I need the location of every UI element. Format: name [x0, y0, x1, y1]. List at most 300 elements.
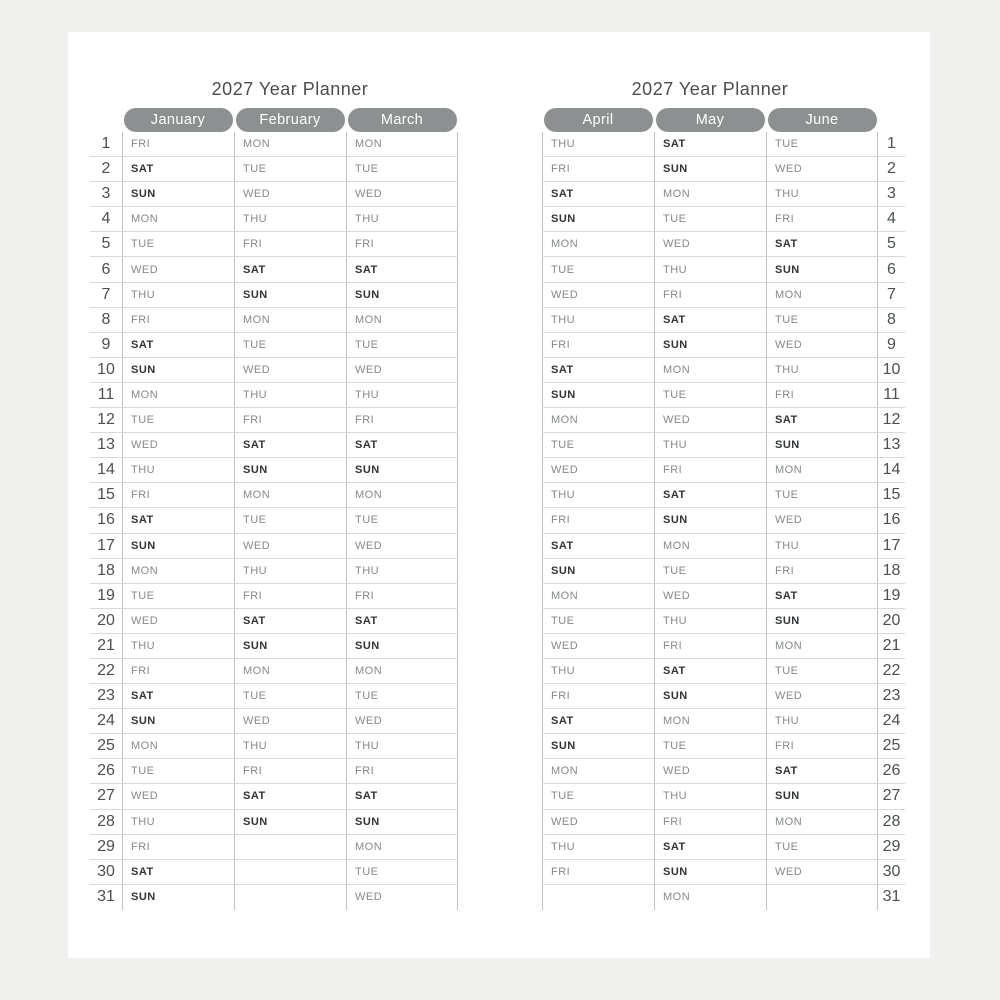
day-cell: SUN: [654, 508, 766, 532]
day-cell: WED: [346, 709, 458, 733]
day-cell: THU: [542, 483, 654, 507]
day-cell: FRI: [234, 408, 346, 432]
day-cell: MON: [766, 810, 878, 834]
day-cell: FRI: [346, 584, 458, 608]
day-cell: FRI: [654, 458, 766, 482]
day-cell: THU: [766, 358, 878, 382]
day-cell: MON: [346, 659, 458, 683]
planner-row: [90, 408, 458, 433]
day-cell: THU: [234, 734, 346, 758]
day-cell: TUE: [766, 132, 878, 156]
day-cell: WED: [766, 508, 878, 532]
day-cell: SUN: [234, 634, 346, 658]
day-cell: SAT: [122, 860, 234, 884]
day-cell: MON: [542, 759, 654, 783]
planner-row: [90, 283, 458, 308]
day-number: 25: [882, 737, 901, 755]
planner-row: [542, 860, 905, 885]
day-cell: FRI: [234, 759, 346, 783]
day-number: 11: [883, 385, 900, 403]
day-cell: MON: [346, 132, 458, 156]
planner-row: [542, 534, 905, 559]
month-header-slot: [234, 108, 346, 132]
day-cell: TUE: [346, 860, 458, 884]
day-cell: THU: [654, 433, 766, 457]
day-cell: THU: [542, 835, 654, 859]
day-cell: MON: [122, 734, 234, 758]
planner-row: [542, 684, 905, 709]
day-cell: TUE: [654, 734, 766, 758]
day-cell: MON: [234, 308, 346, 332]
day-cell: THU: [122, 634, 234, 658]
day-number: 8: [101, 310, 111, 328]
day-number: 27: [882, 787, 901, 805]
month-header-slot: [654, 108, 766, 132]
day-number: 10: [97, 360, 115, 378]
day-number: 8: [887, 310, 896, 328]
day-cell: FRI: [122, 308, 234, 332]
day-cell: SUN: [346, 634, 458, 658]
day-cell: SAT: [542, 358, 654, 382]
day-cell: SAT: [542, 709, 654, 733]
day-number: 15: [882, 486, 901, 504]
day-cell: THU: [234, 207, 346, 231]
day-number: 24: [97, 712, 115, 730]
planner-row: [90, 433, 458, 458]
day-number: 10: [882, 360, 901, 378]
day-cell: WED: [122, 433, 234, 457]
planner-row: [90, 885, 458, 910]
day-cell: MON: [122, 383, 234, 407]
day-cell: THU: [542, 308, 654, 332]
day-cell: SUN: [122, 709, 234, 733]
day-number: 6: [887, 260, 896, 278]
day-cell: THU: [542, 132, 654, 156]
day-cell: SUN: [542, 559, 654, 583]
day-number: 26: [882, 762, 901, 780]
day-cell: FRI: [542, 508, 654, 532]
day-cell: MON: [766, 634, 878, 658]
day-cell: SAT: [234, 257, 346, 281]
planner-row: [90, 559, 458, 584]
day-number: 14: [882, 461, 901, 479]
day-cell: THU: [654, 609, 766, 633]
day-cell: THU: [122, 458, 234, 482]
day-cell: SUN: [346, 458, 458, 482]
month-header-slot: [122, 108, 234, 132]
day-cell: SAT: [234, 433, 346, 457]
day-cell: SAT: [542, 182, 654, 206]
planner-row: [542, 559, 905, 584]
day-cell: SUN: [542, 383, 654, 407]
day-cell: MON: [654, 885, 766, 910]
planner-row: [90, 734, 458, 759]
month-header-slot: [346, 108, 458, 132]
day-cell: WED: [122, 784, 234, 808]
day-cell: WED: [542, 283, 654, 307]
planner-row: [90, 308, 458, 333]
planner-page-apr-jun: [542, 78, 905, 910]
planner-row: [90, 483, 458, 508]
day-cell: TUE: [542, 609, 654, 633]
day-cell: SAT: [654, 659, 766, 683]
day-cell: WED: [766, 684, 878, 708]
day-cell: WED: [766, 333, 878, 357]
planner-row: [90, 207, 458, 232]
day-cell: MON: [654, 358, 766, 382]
planner-sheet: [68, 32, 930, 958]
planner-row: [90, 609, 458, 634]
planner-row: [542, 659, 905, 684]
day-number: 6: [101, 260, 111, 278]
day-number: 3: [887, 185, 896, 203]
planner-row: [90, 257, 458, 282]
day-cell: [542, 885, 654, 910]
day-cell: SAT: [654, 483, 766, 507]
day-cell: WED: [346, 182, 458, 206]
day-cell: THU: [766, 534, 878, 558]
day-cell: SUN: [766, 609, 878, 633]
planner-row: [542, 458, 905, 483]
planner-row: [542, 835, 905, 860]
day-cell: TUE: [234, 157, 346, 181]
planner-row: [542, 885, 905, 910]
day-cell: FRI: [234, 232, 346, 256]
day-cell: [234, 885, 346, 910]
day-cell: MON: [234, 132, 346, 156]
day-cell: THU: [542, 659, 654, 683]
planner-row: [542, 483, 905, 508]
planner-row: [90, 784, 458, 809]
day-number: 21: [97, 636, 115, 654]
day-cell: [766, 885, 878, 910]
day-cell: WED: [346, 885, 458, 910]
day-cell: TUE: [122, 759, 234, 783]
day-cell: MON: [542, 584, 654, 608]
planner-row: [542, 257, 905, 282]
day-cell: FRI: [654, 283, 766, 307]
day-cell: MON: [542, 232, 654, 256]
planner-row: [90, 232, 458, 257]
day-cell: SUN: [766, 784, 878, 808]
day-cell: WED: [234, 709, 346, 733]
planner-row: [90, 835, 458, 860]
day-cell: SAT: [234, 784, 346, 808]
day-cell: FRI: [234, 584, 346, 608]
day-number: 7: [101, 285, 111, 303]
day-number: 31: [97, 888, 115, 906]
day-cell: SUN: [122, 534, 234, 558]
day-number: 15: [97, 486, 115, 504]
day-number: 12: [882, 411, 901, 429]
day-cell: SAT: [122, 508, 234, 532]
day-cell: SUN: [542, 734, 654, 758]
planner-row: [90, 383, 458, 408]
planner-row: [90, 458, 458, 483]
planner-row: [542, 408, 905, 433]
day-number: 11: [97, 385, 115, 403]
day-cell: TUE: [122, 584, 234, 608]
day-cell: SUN: [766, 433, 878, 457]
day-cell: TUE: [234, 684, 346, 708]
planner-row: [90, 659, 458, 684]
planner-row: [542, 508, 905, 533]
planner-row: [542, 283, 905, 308]
day-cell: SAT: [122, 157, 234, 181]
planner-row: [90, 759, 458, 784]
planner-row: [542, 759, 905, 784]
planner-row: [542, 333, 905, 358]
day-cell: TUE: [654, 207, 766, 231]
planner-row: [542, 182, 905, 207]
day-cell: SAT: [766, 759, 878, 783]
day-number: 18: [882, 561, 901, 579]
planner-row: [90, 333, 458, 358]
day-cell: MON: [766, 458, 878, 482]
day-cell: THU: [234, 559, 346, 583]
day-cell: THU: [654, 784, 766, 808]
day-cell: MON: [346, 835, 458, 859]
day-cell: MON: [122, 207, 234, 231]
day-cell: FRI: [122, 483, 234, 507]
day-cell: SAT: [766, 232, 878, 256]
day-cell: WED: [346, 358, 458, 382]
month-header-pill-may: May: [656, 108, 765, 132]
day-cell: FRI: [542, 157, 654, 181]
day-number: 20: [97, 611, 115, 629]
day-cell: SUN: [654, 860, 766, 884]
planner-row: [542, 584, 905, 609]
day-cell: SUN: [346, 283, 458, 307]
day-cell: SAT: [346, 257, 458, 281]
month-header-row: [122, 108, 458, 132]
day-number: 3: [101, 185, 111, 203]
day-cell: MON: [346, 308, 458, 332]
day-number: 18: [97, 561, 115, 579]
day-cell: SAT: [654, 835, 766, 859]
day-cell: FRI: [766, 559, 878, 583]
day-cell: TUE: [122, 232, 234, 256]
day-cell: SUN: [122, 885, 234, 910]
planner-row: [542, 709, 905, 734]
planner-row: [90, 684, 458, 709]
day-cell: SUN: [654, 157, 766, 181]
day-cell: FRI: [346, 408, 458, 432]
day-cell: WED: [542, 634, 654, 658]
day-cell: [234, 835, 346, 859]
day-cell: WED: [346, 534, 458, 558]
page-title: 2027 Year Planner: [211, 79, 369, 99]
day-cell: SAT: [654, 308, 766, 332]
planner-row: [90, 709, 458, 734]
planner-row: [90, 534, 458, 559]
page-title: 2027 Year Planner: [631, 79, 789, 99]
day-number: 4: [101, 210, 111, 228]
planner-row: [542, 784, 905, 809]
day-cell: WED: [542, 810, 654, 834]
planner-row: [542, 634, 905, 659]
day-cell: SUN: [654, 684, 766, 708]
planner-row: [90, 508, 458, 533]
month-header-pill-january: January: [124, 108, 233, 132]
day-number: 19: [882, 586, 901, 604]
day-cell: FRI: [346, 759, 458, 783]
day-cell: SAT: [346, 433, 458, 457]
day-cell: SUN: [234, 810, 346, 834]
day-cell: THU: [346, 207, 458, 231]
day-cell: FRI: [346, 232, 458, 256]
day-number: 21: [882, 636, 901, 654]
day-cell: SUN: [122, 182, 234, 206]
day-cell: MON: [654, 534, 766, 558]
planner-grid: [542, 132, 905, 910]
day-cell: FRI: [766, 207, 878, 231]
day-cell: FRI: [654, 634, 766, 658]
planner-page-jan-mar: [90, 78, 458, 910]
day-number: 30: [882, 862, 901, 880]
day-number: 19: [97, 586, 115, 604]
day-cell: TUE: [766, 659, 878, 683]
month-header-pill-june: June: [768, 108, 877, 132]
day-cell: SUN: [654, 333, 766, 357]
day-cell: SAT: [766, 408, 878, 432]
day-cell: MON: [654, 709, 766, 733]
planner-row: [90, 584, 458, 609]
day-number: 5: [887, 235, 896, 253]
day-cell: THU: [122, 283, 234, 307]
day-number: 20: [882, 611, 901, 629]
planner-row: [542, 734, 905, 759]
planner-row: [90, 860, 458, 885]
day-cell: SAT: [346, 784, 458, 808]
day-cell: SAT: [122, 684, 234, 708]
day-cell: WED: [766, 860, 878, 884]
day-cell: TUE: [346, 333, 458, 357]
day-cell: TUE: [654, 559, 766, 583]
day-number: 29: [97, 837, 115, 855]
day-cell: TUE: [122, 408, 234, 432]
day-cell: WED: [654, 232, 766, 256]
day-cell: TUE: [654, 383, 766, 407]
day-cell: SAT: [122, 333, 234, 357]
day-number: 29: [882, 837, 901, 855]
day-cell: WED: [234, 182, 346, 206]
day-cell: FRI: [542, 333, 654, 357]
day-cell: SAT: [346, 609, 458, 633]
day-number: 25: [97, 737, 115, 755]
day-cell: SUN: [122, 358, 234, 382]
planner-row: [90, 634, 458, 659]
day-cell: TUE: [542, 784, 654, 808]
day-number: 26: [97, 762, 115, 780]
day-number: 1: [101, 135, 111, 153]
planner-row: [542, 232, 905, 257]
day-cell: THU: [346, 559, 458, 583]
day-cell: TUE: [766, 835, 878, 859]
day-number: 4: [887, 210, 896, 228]
day-cell: MON: [234, 659, 346, 683]
day-cell: SUN: [542, 207, 654, 231]
planner-row: [90, 182, 458, 207]
month-header-pill-march: March: [348, 108, 457, 132]
day-cell: THU: [766, 709, 878, 733]
day-cell: [234, 860, 346, 884]
day-cell: THU: [346, 383, 458, 407]
planner-row: [90, 157, 458, 182]
day-cell: TUE: [766, 308, 878, 332]
planner-row: [542, 609, 905, 634]
day-cell: FRI: [766, 383, 878, 407]
day-number: 22: [97, 662, 115, 680]
day-number: 1: [887, 135, 896, 153]
day-number: 7: [887, 285, 896, 303]
day-cell: WED: [542, 458, 654, 482]
day-cell: WED: [234, 358, 346, 382]
planner-row: [542, 433, 905, 458]
month-header-row: [542, 108, 878, 132]
day-cell: MON: [542, 408, 654, 432]
day-number: 17: [882, 536, 901, 554]
planner-row: [90, 358, 458, 383]
planner-row: [542, 383, 905, 408]
day-cell: THU: [346, 734, 458, 758]
day-cell: SUN: [346, 810, 458, 834]
day-cell: MON: [766, 283, 878, 307]
day-cell: FRI: [122, 835, 234, 859]
day-cell: TUE: [346, 157, 458, 181]
day-number: 5: [101, 235, 111, 253]
day-cell: MON: [122, 559, 234, 583]
day-cell: MON: [654, 182, 766, 206]
day-cell: SAT: [654, 132, 766, 156]
day-cell: TUE: [766, 483, 878, 507]
day-number: 16: [97, 511, 115, 529]
day-cell: TUE: [234, 508, 346, 532]
day-number: 23: [97, 687, 115, 705]
day-number: 24: [882, 712, 901, 730]
day-number: 31: [882, 888, 901, 906]
day-cell: WED: [122, 257, 234, 281]
month-header-pill-february: February: [236, 108, 345, 132]
month-header-pill-april: April: [544, 108, 653, 132]
day-cell: WED: [122, 609, 234, 633]
day-number: 22: [882, 662, 901, 680]
day-number: 9: [101, 335, 111, 353]
day-cell: SUN: [234, 283, 346, 307]
day-number: 17: [97, 536, 115, 554]
day-cell: SAT: [542, 534, 654, 558]
month-header-slot: [766, 108, 878, 132]
day-cell: FRI: [542, 684, 654, 708]
planner-grid: [90, 132, 458, 910]
day-cell: FRI: [122, 659, 234, 683]
day-cell: THU: [654, 257, 766, 281]
day-cell: TUE: [542, 433, 654, 457]
planner-row: [90, 810, 458, 835]
day-cell: THU: [766, 182, 878, 206]
day-cell: FRI: [542, 860, 654, 884]
day-cell: WED: [234, 534, 346, 558]
day-number: 2: [887, 160, 896, 178]
planner-row: [542, 132, 905, 157]
day-number: 28: [882, 812, 901, 830]
day-cell: MON: [234, 483, 346, 507]
day-cell: TUE: [234, 333, 346, 357]
day-cell: MON: [346, 483, 458, 507]
day-cell: SUN: [234, 458, 346, 482]
planner-row: [542, 810, 905, 835]
day-number: 13: [882, 436, 901, 454]
